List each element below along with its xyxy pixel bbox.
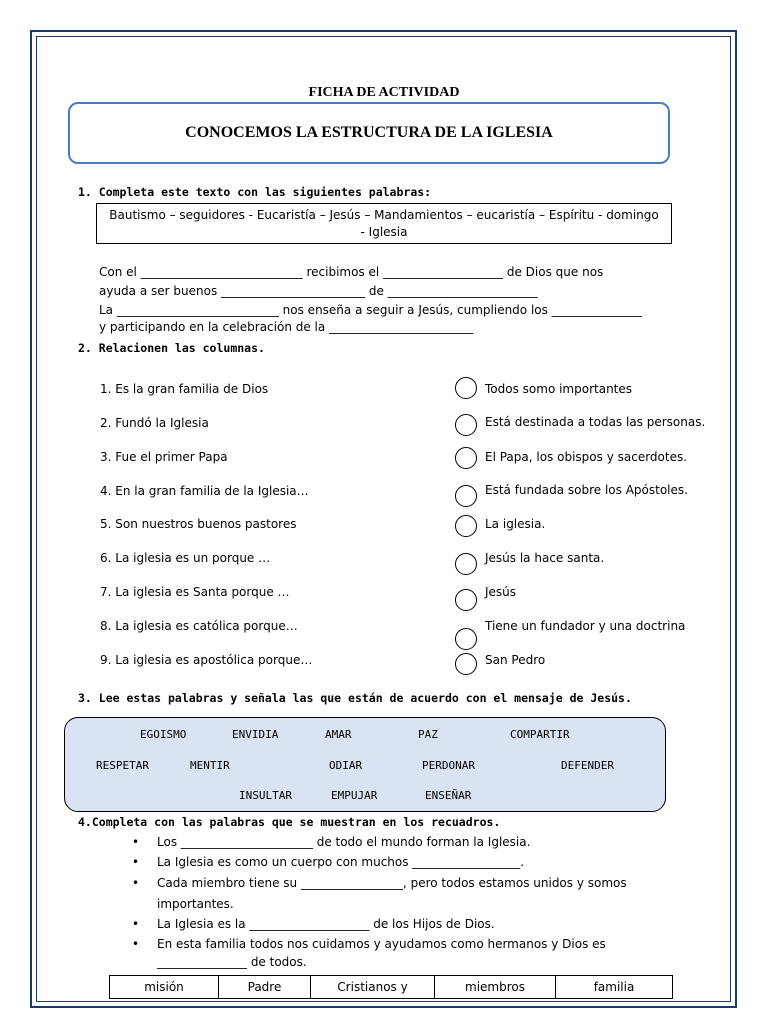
q3-word[interactable]: INSULTAR — [239, 789, 292, 802]
q3-word[interactable]: ENVIDIA — [232, 728, 279, 741]
q4-line[interactable]: Cada miembro tiene su _________________, pero todos estamos unidos y somos — [157, 876, 627, 890]
q2-left-item: 8. La iglesia es católica porque… — [100, 619, 298, 633]
q4-line: importantes. — [157, 897, 234, 911]
q1-heading: 1. Completa este texto con las siguientes palabras: — [78, 185, 432, 199]
q1-text-line[interactable]: ayuda a ser buenos ________________________ de _________________________ — [99, 284, 538, 298]
q3-word[interactable]: ENSEÑAR — [425, 789, 472, 802]
q2-left-item: 6. La iglesia es un porque … — [100, 551, 271, 565]
q3-word[interactable]: DEFENDER — [561, 759, 614, 772]
q2-left-item: 2. Fundó la Iglesia — [100, 416, 209, 430]
q1-text-line[interactable]: La ___________________________ nos enseña a seguir a Jesús, cumpliendo los _______________ — [99, 303, 642, 317]
q4-heading: 4.Completa con las palabras que se muestran en los recuadros. — [78, 815, 501, 829]
q2-answer-circle[interactable] — [455, 447, 477, 469]
q2-answer-circle[interactable] — [455, 589, 477, 611]
q3-word[interactable]: MENTIR — [190, 759, 230, 772]
q4-line: En esta familia todos nos cuidamos y ayudamos como hermanos y Dios es — [157, 937, 606, 951]
table-cell: Cristianos y — [311, 976, 435, 999]
q2-answer-circle[interactable] — [455, 377, 477, 399]
q2-answer-circle[interactable] — [455, 485, 477, 507]
q2-heading: 2. Relacionen las columnas. — [78, 341, 265, 355]
table-cell: misión — [110, 976, 219, 999]
q2-right-item: La iglesia. — [485, 517, 546, 531]
table-cell: Padre — [219, 976, 311, 999]
q2-answer-circle[interactable] — [455, 515, 477, 537]
q2-left-item: 7. La iglesia es Santa porque … — [100, 585, 290, 599]
q3-word[interactable]: ODIAR — [329, 759, 363, 772]
q2-right-item: San Pedro — [485, 653, 546, 667]
table-row — [110, 976, 673, 999]
q4-line[interactable]: La Iglesia es la ____________________ de los Hijos de Dios. — [157, 917, 495, 931]
q1-text-line[interactable]: Con el ___________________________ recibimos el ____________________ de Dios que nos — [99, 265, 604, 279]
q2-right-item: Jesús — [485, 585, 517, 599]
worksheet-title: CONOCEMOS LA ESTRUCTURA DE LA IGLESIA — [185, 124, 553, 141]
table-cell: familia — [556, 976, 673, 999]
q3-word[interactable]: AMAR — [325, 728, 352, 741]
q3-word[interactable]: PERDONAR — [422, 759, 475, 772]
q1-text-line[interactable]: y participando en la celebración de la ________________________ — [99, 320, 474, 334]
bullet-icon: • — [132, 917, 140, 931]
q2-right-item: Todos somo importantes — [485, 382, 633, 396]
q2-left-item: 1. Es la gran familia de Dios — [100, 382, 269, 396]
q3-word[interactable]: RESPETAR — [96, 759, 149, 772]
q2-left-item: 4. En la gran familia de la Iglesia… — [100, 484, 309, 498]
q3-word[interactable]: PAZ — [418, 728, 438, 741]
q3-heading: 3. Lee estas palabras y señala las que están de acuerdo con el mensaje de Jesús. — [78, 691, 632, 705]
q2-left-item: 5. Son nuestros buenos pastores — [100, 517, 297, 531]
worksheet-subtitle: FICHA DE ACTIVIDAD — [308, 85, 460, 100]
q1-words-line2: - Iglesia — [360, 225, 408, 239]
q2-answer-circle[interactable] — [455, 414, 477, 436]
q3-word[interactable]: COMPARTIR — [510, 728, 570, 741]
q2-answer-circle[interactable] — [455, 628, 477, 650]
table-cell: miembros — [435, 976, 556, 999]
q2-answer-circle[interactable] — [455, 553, 477, 575]
q3-word[interactable]: EGOISMO — [140, 728, 187, 741]
bullet-icon: • — [132, 876, 140, 890]
q3-word[interactable]: EMPUJAR — [331, 789, 378, 802]
q2-right-item: Jesús la hace santa. — [485, 551, 605, 565]
q4-line[interactable]: La Iglesia es como un cuerpo con muchos __________________. — [157, 855, 525, 869]
q1-words-line1: Bautismo – seguidores - Eucaristía – Jesús – Mandamientos – eucaristía – Espíritu - domingo — [109, 208, 659, 222]
q4-word-table — [109, 975, 673, 999]
q2-right-item: Está fundada sobre los Apóstoles. — [485, 483, 688, 497]
bullet-icon: • — [132, 855, 140, 869]
q2-right-item: Está destinada a todas las personas. — [485, 415, 706, 429]
q2-left-item: 9. La iglesia es apostólica porque… — [100, 653, 313, 667]
q2-right-item: El Papa, los obispos y sacerdotes. — [485, 450, 688, 464]
bullet-icon: • — [132, 937, 140, 951]
q2-right-item: Tiene un fundador y una doctrina — [485, 619, 686, 633]
q4-line[interactable]: _______________ de todos. — [157, 955, 307, 969]
q1-word-box — [96, 203, 672, 244]
q2-left-item: 3. Fue el primer Papa — [100, 450, 228, 464]
bullet-icon: • — [132, 835, 140, 849]
q4-line[interactable]: Los ______________________ de todo el mundo forman la Iglesia. — [157, 835, 531, 849]
q2-answer-circle[interactable] — [455, 653, 477, 675]
worksheet-title-box — [68, 102, 670, 164]
